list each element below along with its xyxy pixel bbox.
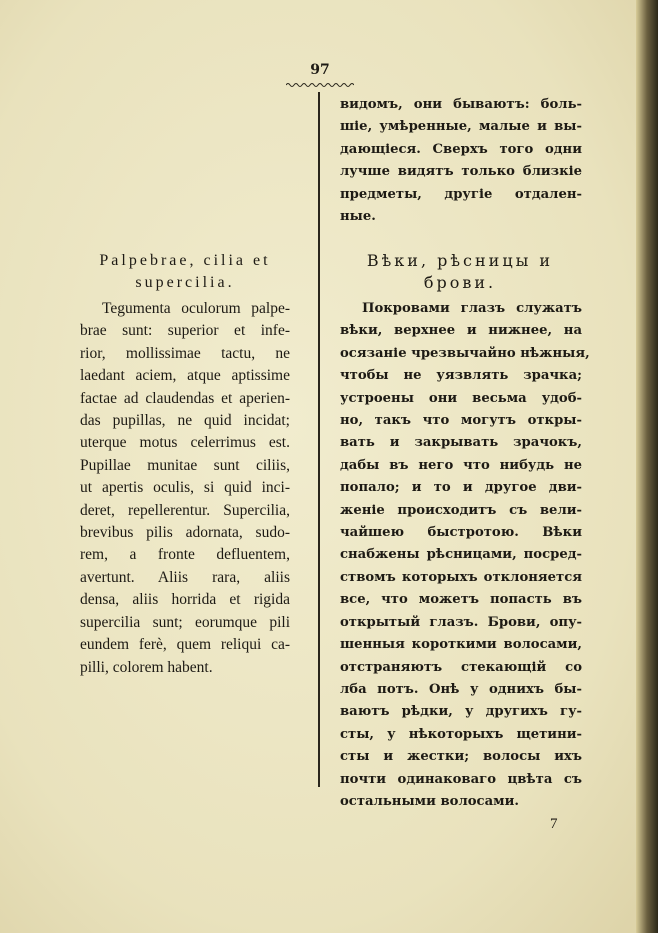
- signature-mark: 7: [550, 816, 558, 832]
- text-line: Tegumenta oculorum palpe-: [102, 300, 290, 317]
- text-line: Pupillae munitae sunt ciliis,: [80, 456, 290, 474]
- text-line: ные.: [340, 209, 376, 225]
- text-line: laedant aciem, atque aptissime: [80, 367, 290, 385]
- text-line: видомъ, они бываютъ: боль-: [340, 97, 582, 112]
- text-line: женіе происходитъ съ вели-: [340, 502, 582, 518]
- text-line: остальными волосами.: [340, 793, 519, 809]
- russian-text-column: [340, 298, 590, 813]
- text-line: предметы, другіе отдален-: [340, 186, 582, 202]
- text-line: осязаніе чрезвычайно нѣжныя,: [340, 345, 590, 361]
- ornament-wave: [286, 82, 354, 88]
- russian-text-continued: [340, 94, 582, 228]
- text-line: rior, mollissimae tactu, ne: [80, 344, 290, 362]
- text-line: шенныя короткими волосами,: [340, 637, 582, 653]
- text-line: открытый глазъ. Брови, опу-: [340, 614, 582, 630]
- text-line: ствомъ которыхъ отклоняется: [340, 569, 582, 585]
- text-line: лба потъ. Онѣ у однихъ бы-: [340, 681, 582, 697]
- text-line: rem, a fronte defluentem,: [80, 546, 290, 564]
- text-line: сты и жестки; волосы ихъ: [340, 749, 582, 765]
- text-line: почти одинаковаго цвѣта съ: [340, 771, 582, 787]
- text-line: чтобы не уязвлять зрачка;: [340, 368, 582, 384]
- column-divider: [318, 92, 320, 787]
- text-line: но, такъ что могутъ откры-: [340, 413, 582, 429]
- text-line: устроены они весьма удоб-: [340, 390, 582, 406]
- text-line: uterque motus celerrimus est.: [80, 434, 290, 452]
- text-line: das pupillas, ne quid incidat;: [80, 412, 290, 430]
- text-line: avertunt. Aliis rara, aliis: [80, 568, 290, 586]
- text-line: densa, aliis horrida et rigida: [80, 591, 290, 609]
- text-line: сты, у нѣкоторыхъ щетини-: [340, 726, 582, 742]
- text-line: все, что можетъ попасть въ: [340, 592, 582, 608]
- left-heading: [70, 250, 300, 294]
- text-line: снабжены рѣсницами, посред-: [340, 547, 582, 563]
- text-line: дающіеся. Сверхъ того одни: [340, 141, 582, 157]
- text-line: дабы въ него что нибудь не: [340, 457, 582, 473]
- heading-line: Palpebrae, cilia et: [99, 252, 271, 269]
- text-line: brevibus pilis adornata, sudo-: [80, 524, 290, 542]
- text-line: eundem ferè, quem reliqui ca-: [80, 636, 290, 654]
- text-line: ut apertis oculis, si quid inci-: [80, 479, 290, 497]
- text-line: brae sunt: superior et infe-: [80, 322, 290, 340]
- right-heading: [335, 250, 585, 294]
- text-line: ваютъ рѣдки, у другихъ гу-: [340, 704, 582, 720]
- text-line: Покровами глазъ служатъ: [362, 301, 582, 316]
- page-edge: [636, 0, 658, 933]
- text-line: отстраняютъ стекающій со: [340, 659, 582, 675]
- text-line: deret, repellerentur. Supercilia,: [80, 501, 290, 519]
- text-line: шіе, умѣренные, малые и вы-: [340, 119, 582, 135]
- text-line: factae ad claudendas et aperien-: [80, 389, 290, 407]
- text-line: pilli, colorem habent.: [80, 658, 213, 676]
- heading-line: supercilia.: [135, 274, 235, 291]
- text-line: supercilia sunt; eorumque pili: [80, 613, 290, 631]
- text-line: вать и закрывать зрачокъ,: [340, 435, 582, 451]
- text-line: вѣки, верхнее и нижнее, на: [340, 323, 582, 339]
- text-line: попало; и то и другое дви-: [340, 480, 582, 496]
- text-line: лучше видятъ только близкіе: [340, 164, 582, 180]
- heading-line: Вѣки, рѣсницы и: [366, 251, 554, 270]
- heading-line: брови.: [423, 273, 497, 292]
- page-number: 97: [310, 62, 330, 78]
- text-line: чайшею быстротою. Вѣки: [340, 525, 582, 541]
- latin-text-column: [80, 298, 290, 679]
